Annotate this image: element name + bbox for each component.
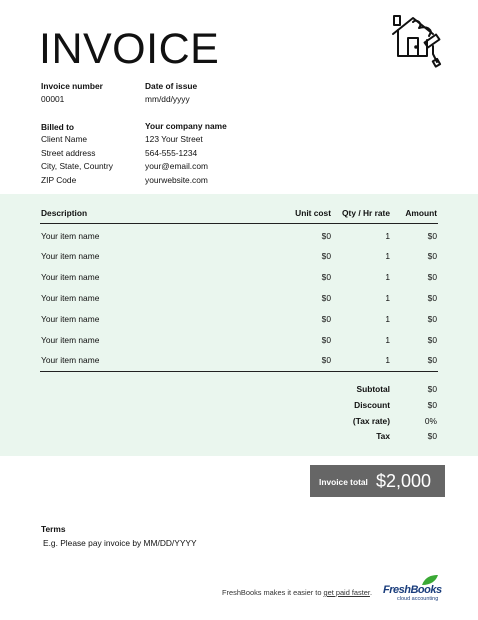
item-amount: $0 (427, 293, 437, 303)
date-label: Date of issue (145, 81, 198, 91)
item-unit-cost: $0 (321, 335, 331, 345)
item-description: Your item name (41, 251, 100, 261)
terms-text: E.g. Please pay invoice by MM/DD/YYYY (43, 538, 197, 548)
date-value: mm/dd/yyyy (145, 94, 190, 104)
table-row (0, 355, 478, 369)
item-unit-cost: $0 (321, 251, 331, 261)
freshbooks-brand-name: FreshBooks (383, 584, 442, 596)
table-row (0, 231, 478, 245)
item-description: Your item name (41, 355, 100, 365)
footer-text-suffix: . (369, 588, 372, 597)
tax-label: Tax (376, 431, 390, 441)
item-qty: 1 (385, 293, 390, 303)
client-street: Street address (41, 148, 96, 158)
item-unit-cost: $0 (321, 293, 331, 303)
freshbooks-brand-sub: cloud accounting (397, 596, 439, 602)
col-qty: Qty / Hr rate (342, 208, 390, 218)
item-amount: $0 (427, 335, 437, 345)
item-amount: $0 (427, 251, 437, 261)
tax-rate-value: 0% (424, 416, 437, 426)
invoice-number: 00001 (41, 94, 65, 104)
item-unit-cost: $0 (321, 314, 331, 324)
item-qty: 1 (385, 251, 390, 261)
item-qty: 1 (385, 272, 390, 282)
page-title: INVOICE (39, 25, 220, 73)
invoice-total-box (310, 465, 445, 497)
footer-tagline (222, 588, 372, 597)
subtotal-label: Subtotal (356, 384, 390, 394)
invoice-total-label: Invoice total (319, 477, 368, 487)
company-street: 123 Your Street (145, 134, 203, 144)
client-city: City, State, Country (41, 161, 113, 171)
table-row (0, 272, 478, 286)
client-name: Client Name (41, 134, 88, 144)
item-qty: 1 (385, 355, 390, 365)
item-qty: 1 (385, 314, 390, 324)
table-row (0, 314, 478, 328)
tax-value: $0 (427, 431, 437, 441)
item-amount: $0 (427, 314, 437, 324)
col-description: Description (41, 208, 88, 218)
subtotal-value: $0 (427, 384, 437, 394)
item-unit-cost: $0 (321, 355, 331, 365)
col-unit-cost: Unit cost (295, 208, 331, 218)
col-amount: Amount (405, 208, 437, 218)
item-qty: 1 (385, 231, 390, 241)
item-description: Your item name (41, 272, 100, 282)
item-amount: $0 (427, 231, 437, 241)
tax-rate-label: (Tax rate) (352, 416, 390, 426)
item-amount: $0 (427, 272, 437, 282)
table-row (0, 335, 478, 349)
company-website: yourwebsite.com (145, 175, 208, 185)
company-phone: 564-555-1234 (145, 148, 198, 158)
company-email: your@email.com (145, 161, 208, 171)
invoice-number-label: Invoice number (41, 81, 103, 91)
discount-label: Discount (354, 400, 390, 410)
discount-value: $0 (427, 400, 437, 410)
footer-text-prefix: FreshBooks makes it easier to (222, 588, 324, 597)
freshbooks-logo (383, 574, 443, 604)
billed-to-label: Billed to (41, 122, 75, 132)
item-unit-cost: $0 (321, 272, 331, 282)
item-description: Your item name (41, 293, 100, 303)
table-bottom-divider (40, 371, 438, 372)
item-amount: $0 (427, 355, 437, 365)
item-description: Your item name (41, 314, 100, 324)
house-paint-roller-icon (389, 12, 445, 68)
item-description: Your item name (41, 231, 100, 241)
header-divider (40, 223, 438, 224)
table-row (0, 293, 478, 307)
item-qty: 1 (385, 335, 390, 345)
item-description: Your item name (41, 335, 100, 345)
get-paid-faster-link[interactable]: get paid faster (323, 588, 370, 597)
invoice-total-value: $2,000 (376, 471, 432, 491)
table-row (0, 251, 478, 265)
terms-label: Terms (41, 524, 66, 534)
item-unit-cost: $0 (321, 231, 331, 241)
company-name-label: Your company name (145, 121, 227, 131)
client-zip: ZIP Code (41, 175, 77, 185)
